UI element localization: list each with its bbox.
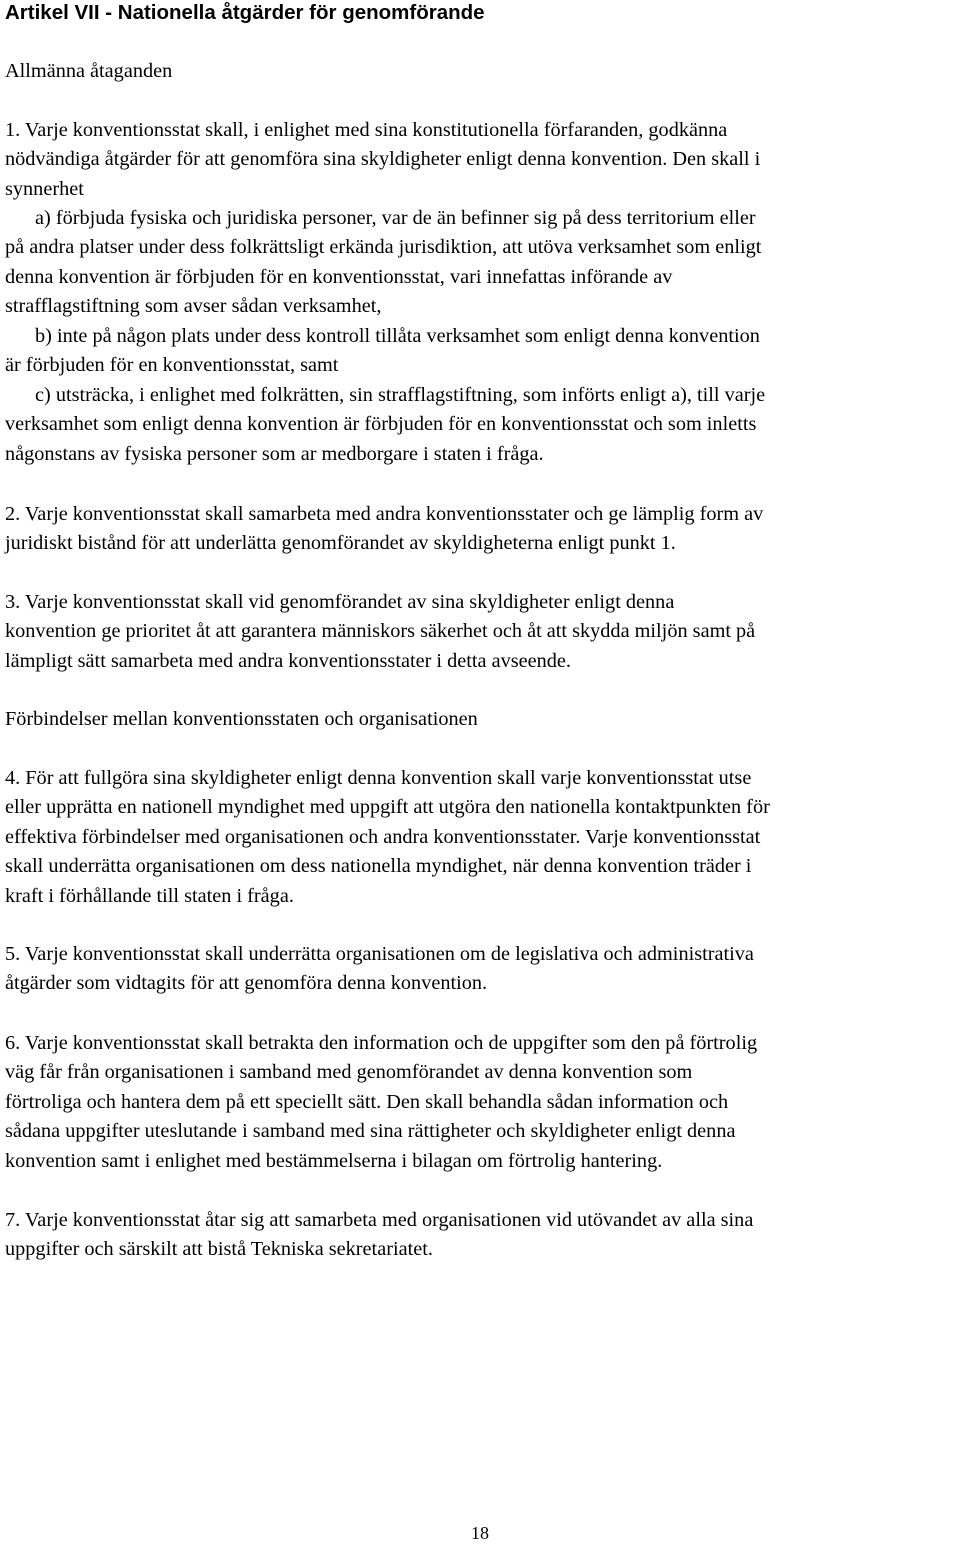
paragraph-line: kraft i förhållande till staten i fråga. <box>5 884 294 907</box>
article-title: Artikel VII - Nationella åtgärder för genomförande <box>5 1 485 24</box>
paragraph-line: konvention samt i enlighet med bestämmelserna i bilagan om förtrolig hantering. <box>5 1149 663 1172</box>
paragraph-line: uppgifter och särskilt att bistå Tekniska sekretariatet. <box>5 1238 433 1261</box>
paragraph-line: nödvändiga åtgärder för att genomföra sina skyldigheter enligt denna konvention. Den skall i <box>5 148 761 171</box>
paragraph-2 <box>5 500 960 559</box>
paragraph-1 <box>5 116 960 204</box>
paragraph-1c <box>5 381 960 469</box>
paragraph-5 <box>5 940 960 999</box>
paragraph-line: b) inte på någon plats under dess kontroll tillåta verksamhet som enligt denna konvention <box>35 325 760 347</box>
paragraph-line: a) förbjuda fysiska och juridiska personer, var de än befinner sig på dess territorium eller <box>35 207 756 229</box>
paragraph-line: denna konvention är förbjuden för en konventionsstat, vari innefattas införande av <box>5 265 673 288</box>
paragraph-line: 4. För att fullgöra sina skyldigheter enligt denna konvention skall varje konventionsstat utse <box>5 767 752 789</box>
section-heading-text: Allmänna åtaganden <box>5 60 173 82</box>
paragraph-line: någonstans av fysiska personer som ar medborgare i staten i fråga. <box>5 442 544 465</box>
section-heading-general-commitments <box>5 57 960 86</box>
paragraph-line: juridiskt bistånd för att underlätta genomförandet av skyldigheterna enligt punkt 1. <box>5 532 676 555</box>
paragraph-line: 5. Varje konventionsstat skall underrätta organisationen om de legislativa och administrativa <box>5 943 754 965</box>
paragraph-line: strafflagstiftning som avser sådan verksamhet, <box>5 295 382 318</box>
paragraph-line: verksamhet som enligt denna konvention är förbjuden för en konventionsstat och som inletts <box>5 413 757 436</box>
paragraph-4 <box>5 764 960 911</box>
paragraph-line: 1. Varje konventionsstat skall, i enlighet med sina konstitutionella förfaranden, godkänna <box>5 119 728 141</box>
paragraph-6 <box>5 1029 960 1176</box>
paragraph-line: 7. Varje konventionsstat åtar sig att samarbeta med organisationen vid utövandet av alla sina <box>5 1209 754 1231</box>
paragraph-line: skall underrätta organisationen om dess nationella myndighet, när denna konvention träder i <box>5 855 752 878</box>
paragraph-1a <box>5 204 960 322</box>
paragraph-3 <box>5 588 960 676</box>
section-heading-text: Förbindelser mellan konventionsstaten och organisationen <box>5 708 478 730</box>
paragraph-line: 3. Varje konventionsstat skall vid genomförandet av sina skyldigheter enligt denna <box>5 591 675 613</box>
paragraph-line: åtgärder som vidtagits för att genomföra denna konvention. <box>5 972 488 995</box>
paragraph-1b <box>5 322 960 381</box>
paragraph-line: synnerhet <box>5 177 84 200</box>
paragraph-line: konvention ge prioritet åt att garantera människors säkerhet och åt att skydda miljön samt på <box>5 620 756 643</box>
page-number: 18 <box>471 1523 489 1543</box>
paragraph-line: c) utsträcka, i enlighet med folkrätten, sin strafflagstiftning, som införts enligt a), till varje <box>35 384 766 406</box>
section-heading-communications <box>5 705 960 734</box>
paragraph-line: förtroliga och hantera dem på ett speciellt sätt. Den skall behandla sådan information och <box>5 1090 729 1113</box>
paragraph-7 <box>5 1206 960 1265</box>
paragraph-line: väg får från organisationen i samband med genomförandet av denna konvention som <box>5 1061 693 1084</box>
paragraph-line: eller upprätta en nationell myndighet med uppgift att utgöra den nationella kontaktpunkten för <box>5 796 770 819</box>
paragraph-line: är förbjuden för en konventionsstat, samt <box>5 354 339 377</box>
paragraph-line: på andra platser under dess folkrättsligt erkända jurisdiktion, att utöva verksamhet som enligt <box>5 236 762 259</box>
paragraph-line: sådana uppgifter uteslutande i samband med sina rättigheter och skyldigheter enligt denna <box>5 1120 736 1143</box>
paragraph-line: 2. Varje konventionsstat skall samarbeta med andra konventionsstater och ge lämplig form av <box>5 503 764 525</box>
paragraph-line: effektiva förbindelser med organisationen och andra konventionsstater. Varje konventionsstat <box>5 825 761 848</box>
paragraph-line: 6. Varje konventionsstat skall betrakta den information och de uppgifter som den på förtrolig <box>5 1032 758 1054</box>
paragraph-line: lämpligt sätt samarbeta med andra konventionsstater i detta avseende. <box>5 649 571 672</box>
